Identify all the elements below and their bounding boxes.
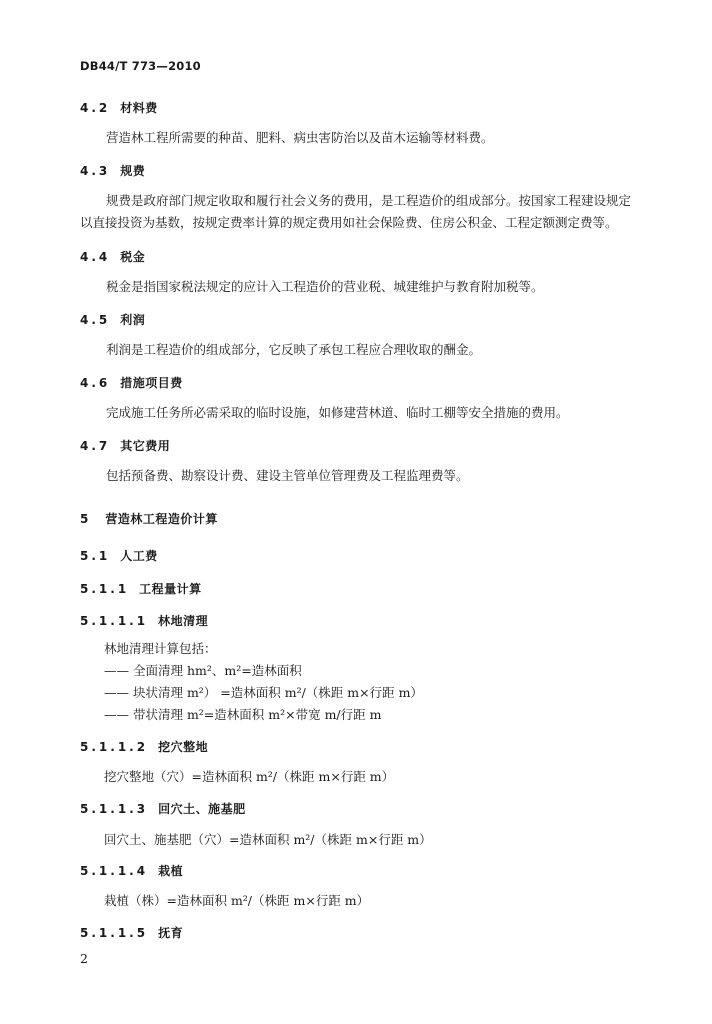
section-number: 4.7 [80, 439, 111, 453]
section-heading-5-1 [80, 547, 158, 564]
section-number: 5.1.1.5 [80, 926, 149, 940]
section-number: 5.1.1.4 [80, 864, 149, 878]
section-heading-5-1-1-3 [80, 800, 246, 817]
section-body-4-5: 利润是工程造价的组成部分，它反映了承包工程应合理收取的酬金。 [106, 342, 482, 357]
section-number: 4.6 [80, 376, 111, 390]
section-title: 回穴土、施基肥 [158, 802, 246, 816]
section-number: 4.3 [80, 164, 111, 178]
section-heading-4-2 [80, 99, 158, 116]
section-number: 5.1.1.3 [80, 802, 149, 816]
section-title: 栽植 [158, 864, 184, 878]
section-number: 4.5 [80, 313, 111, 327]
section-title: 林地清理 [158, 614, 209, 628]
section-heading-4-4 [80, 248, 145, 265]
section-title: 利润 [120, 313, 146, 327]
section-heading-4-3 [80, 162, 145, 179]
section-title: 营造林工程造价计算 [105, 512, 218, 526]
section-number: 5 [80, 512, 92, 526]
section-title: 规费 [120, 164, 146, 178]
section-title: 挖穴整地 [158, 740, 209, 754]
section-number: 4.2 [80, 101, 111, 115]
section-heading-5 [80, 510, 218, 527]
list-item: —— 全面清理 hm²、m²=造林面积 [104, 663, 302, 678]
page-number: 2 [80, 951, 88, 966]
section-title: 工程量计算 [139, 582, 202, 596]
section-body-5-1-1-3: 回穴土、施基肥（穴）=造林面积 m²/（株距 m×行距 m） [104, 832, 432, 847]
section-heading-5-1-1-2 [80, 738, 208, 755]
section-title: 抚育 [158, 926, 184, 940]
section-number: 4.4 [80, 250, 111, 264]
section-title: 人工费 [120, 549, 158, 563]
section-body-4-6: 完成施工任务所必需采取的临时设施，如修建营林道、临时工棚等安全措施的费用。 [106, 405, 569, 420]
section-body-4-3-line1: 规费是政府部门规定收取和履行社会义务的费用，是工程造价的组成部分。按国家工程建设规定 [106, 193, 632, 208]
list-item: —— 带状清理 m²=造林面积 m²×带宽 m/行距 m [104, 707, 382, 722]
section-number: 5.1.1 [80, 582, 130, 596]
section-body-4-7: 包括预备费、勘察设计费、建设主管单位管理费及工程监理费等。 [106, 468, 469, 483]
section-heading-4-7 [80, 437, 170, 454]
section-heading-5-1-1 [80, 580, 202, 597]
section-title: 其它费用 [120, 439, 171, 453]
standard-code: DB44/T 773—2010 [80, 59, 201, 73]
list-item: —— 块状清理 m²） =造林面积 m²/（株距 m×行距 m） [104, 685, 423, 700]
section-title: 税金 [120, 250, 146, 264]
section-heading-5-1-1-5 [80, 924, 183, 941]
section-body-4-2: 营造林工程所需要的种苗、肥料、病虫害防治以及苗木运输等材料费。 [106, 130, 494, 145]
section-body-5-1-1-4: 栽植（株）=造林面积 m²/（株距 m×行距 m） [104, 893, 370, 908]
section-heading-5-1-1-4 [80, 862, 183, 879]
section-number: 5.1.1.2 [80, 740, 149, 754]
section-number: 5.1.1.1 [80, 614, 149, 628]
section-heading-4-6 [80, 374, 183, 391]
section-heading-4-5 [80, 311, 145, 328]
section-number: 5.1 [80, 549, 111, 563]
section-body-4-3-line2: 以直接投资为基数，按规定费率计算的规定费用如社会保险费、住房公积金、工程定额测定费等。 [80, 215, 618, 230]
section-body-5-1-1-2: 挖穴整地（穴）=造林面积 m²/（株距 m×行距 m） [104, 769, 395, 784]
section-body-4-4: 税金是指国家税法规定的应计入工程造价的营业税、城建维护与教育附加税等。 [106, 279, 544, 294]
section-intro-5-1-1-1: 林地清理计算包括： [104, 641, 217, 656]
section-heading-5-1-1-1 [80, 612, 208, 629]
section-title: 材料费 [120, 101, 158, 115]
section-title: 措施项目费 [120, 376, 183, 390]
